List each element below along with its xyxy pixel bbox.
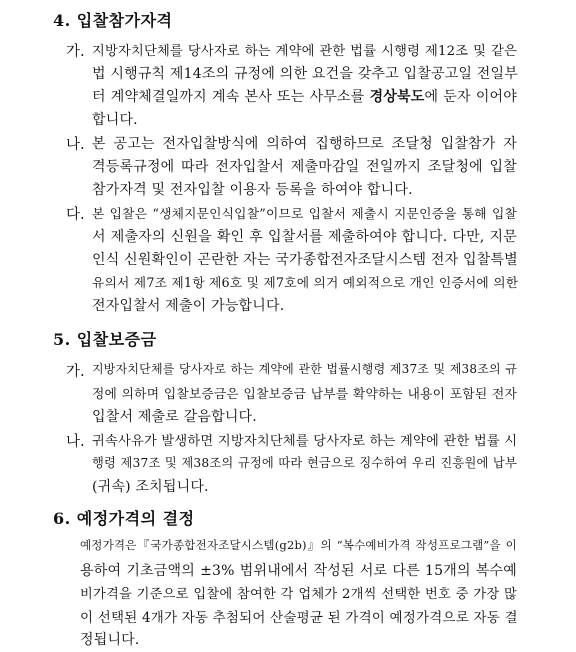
- item-text-line: 행령 제37조 및 제38조의 규정에 따라 현금으로 징수하여 우리 진흥원에 납부: [92, 456, 517, 470]
- item-text-line: 지방자치단체를 당사자로 하는 계약에 관한 법률시행령 제37조 및 제38조의 규: [92, 362, 517, 376]
- bold-region-name: 경상북도: [369, 89, 425, 105]
- section-heading: 5. 입찰보증금: [53, 330, 157, 349]
- item-marker: 가.: [66, 44, 85, 60]
- item-marker: 가.: [66, 364, 85, 380]
- section-heading: 4. 입찰참가자격: [53, 11, 173, 30]
- item-text-line: 본 입찰은 “생체지문인식입찰”이므로 입찰서 제출시 지문인증을 통해 입찰: [92, 207, 517, 222]
- paragraph-line: 예정가격은『국가종합전자조달시스템(g2b)』의 “복수예비가격 작성프로그램”을 이: [80, 538, 517, 552]
- item-text-line: 서 제출자의 신원을 확인 후 입찰서를 제출하여야 합니다. 다만, 지문: [92, 229, 517, 245]
- item-text-line: (귀속) 조치됩니다.: [92, 479, 209, 495]
- item-text-line: 유의서 제7조 제1항 제6호 및 제7호에 의거 예외적으로 개인 인증서에 의한: [92, 276, 519, 291]
- paragraph-line: 이 선택된 4개가 자동 추첨되어 산술평균 된 가격이 예정가격으로 자동 결: [80, 610, 518, 626]
- item-text-line: 전자입찰서 제출이 가능합니다.: [92, 298, 285, 314]
- item-text-line: 참가자격 및 전자입찰 이용자 등록을 하여야 합니다.: [92, 182, 413, 198]
- item-text-line: 본 공고는 전자입찰방식에 의하여 집행하므로 조달청 입찰참가 자: [92, 136, 517, 152]
- item-text-line: 귀속사유가 발생하면 지방자치단체를 당사자로 하는 계약에 관한 법률 시: [92, 434, 518, 449]
- item-marker: 나.: [66, 137, 85, 153]
- paragraph-line: 용하여 기초금액의 ±3% 범위내에서 작성된 서로 다른 15개의 복수예: [80, 563, 517, 579]
- item-text-line: 법 시행규칙 제14조의 규정에 의한 요건을 갖추고 입찰공고일 전일부: [92, 66, 518, 82]
- paragraph-line: 정됩니다.: [80, 632, 140, 648]
- item-text-line: 합니다.: [92, 112, 138, 128]
- item-text-line: 터 계약체결일까지 계속 본사 또는 사무소를 경상북도에 둔자 이어야: [92, 89, 517, 105]
- item-text-line: 정에 의하며 입찰보증금은 입찰보증금 납부를 확약하는 내용이 포함된 전자: [92, 387, 517, 402]
- paragraph-line: 비가격을 기준으로 입찰에 참여한 각 업체가 2개씩 선택한 번호 중 가장 많: [80, 587, 517, 602]
- section-heading: 6. 예정가격의 결정: [53, 509, 195, 528]
- item-marker: 나.: [66, 434, 85, 450]
- item-marker: 다.: [66, 207, 85, 223]
- item-text-line: 격등록규정에 따라 전자입찰서 제출마감일 전일까지 조달청에 입찰: [92, 159, 517, 175]
- item-text-line: 지방자치단체를 당사자로 하는 계약에 관한 법률 시행령 제12조 및 같은: [92, 44, 517, 59]
- item-text-line: 인식 신원확인이 곤란한 자는 국가종합전자조달시스템 전자 입찰특별: [92, 252, 518, 268]
- item-text-line: 입찰서 제출로 갈음합니다.: [92, 409, 257, 425]
